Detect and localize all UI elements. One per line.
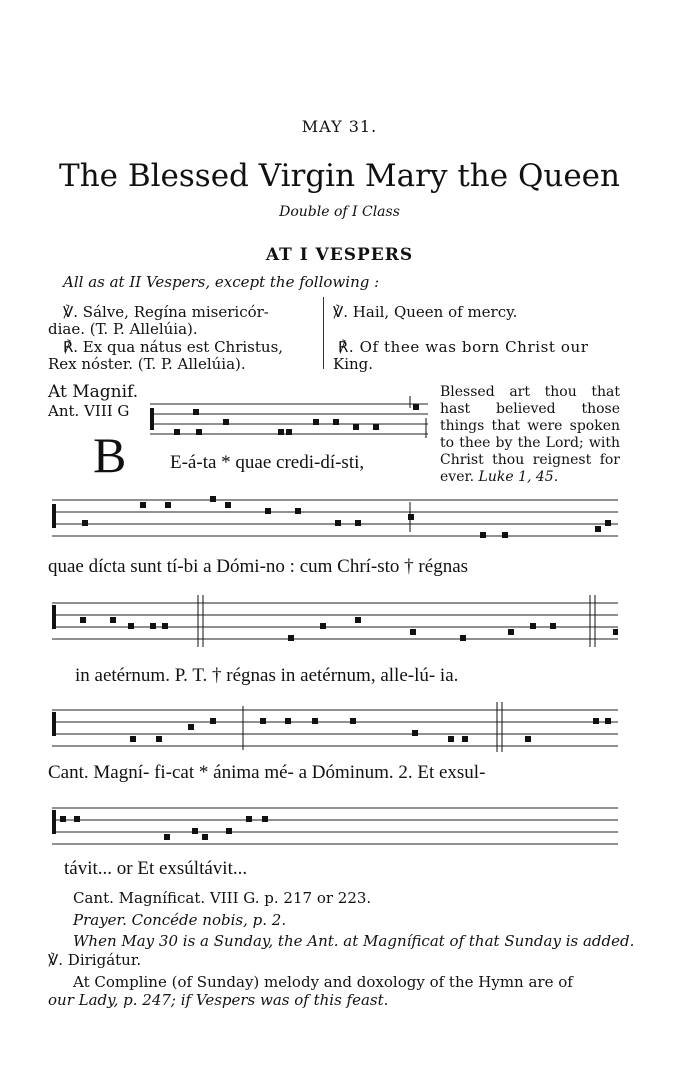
scripture-reference: Luke 1, 45. [478, 469, 559, 485]
latin-response-line2: Rex nóster. (T. P. Allelúia). [48, 355, 246, 373]
latin-versicle-line2: diae. (T. P. Allelúia). [48, 320, 198, 338]
neumes [174, 404, 419, 435]
sunday-rubric: When May 30 is a Sunday, the Ant. at Magníficat of that Sunday is added. [73, 932, 635, 950]
feast-title: The Blessed Virgin Mary the Queen [59, 158, 620, 194]
antiphon-label: At Magnif. [48, 382, 139, 402]
lyric-line-3: in aetérnum. P. T. † régnas in aetérnum, alle-lú- ia. [75, 665, 459, 686]
chant-staff-3 [50, 595, 620, 655]
intro-rubric: All as at II Vespers, except the following : [63, 273, 380, 291]
latin-versicle-line1: ℣. Sálve, Regína misericór- [63, 303, 269, 321]
initial-letter: B [93, 427, 127, 483]
lyric-line-4: Cant. Magní- fi-cat * ánima mé- a Dóminum. 2. Et exsul- [48, 762, 486, 783]
antiphon-translation: Blessed art thou that hast believed those things that were spoken to thee by the Lord; with Christ thou reignest for ever. Luke 1, 45. [440, 384, 620, 485]
english-versicle: ℣. Hail, Queen of mercy. [333, 303, 518, 321]
lyric-line-1: E-á-ta * quae credi-dí-sti, [170, 452, 365, 473]
english-response-line1: ℟. Of thee was born Christ our [338, 338, 589, 356]
section-heading: AT I VESPERS [265, 245, 414, 265]
versicle-dirigatur: ℣. Dirigátur. [48, 951, 142, 969]
chant-staff-5 [50, 800, 620, 852]
english-response-line2: King. [333, 355, 374, 373]
column-divider [323, 297, 324, 369]
feast-rank: Double of I Class [279, 204, 400, 220]
antiphon-mode: Ant. VIII G [48, 402, 130, 420]
chant-staff-2 [50, 492, 620, 550]
chant-staff-4 [50, 702, 620, 757]
chant-staff-1 [148, 396, 430, 446]
canticle-reference: Cant. Magníficat. VIII G. p. 217 or 223. [73, 889, 372, 907]
clef-icon [150, 408, 154, 430]
page-date: MAY 31. [301, 117, 378, 136]
latin-response-line1: ℟. Ex qua nátus est Christus, [63, 338, 284, 356]
lyric-line-2: quae dícta sunt tí-bi a Dómi-no : cum Chrí-sto † régnas [48, 556, 469, 577]
prayer-reference: Prayer. Concéde nobis, p. 2. [73, 911, 287, 929]
lyric-line-5: távit... or Et exsúltávit... [64, 858, 248, 879]
compline-rubric-line1: At Compline (of Sunday) melody and doxology of the Hymn are of [73, 973, 573, 991]
compline-rubric-line2: our Lady, p. 247; if Vespers was of this feast. [48, 991, 389, 1009]
